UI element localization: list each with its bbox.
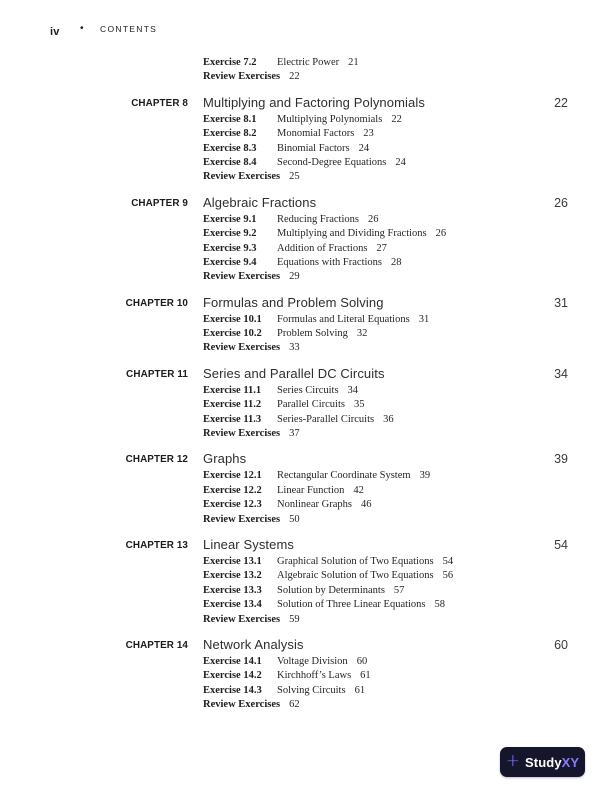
chapter-block	[0, 95, 612, 185]
entry-page-number: 46	[360, 499, 372, 511]
entry-label: Review Exercises	[203, 613, 281, 625]
entry-label: Exercise 13.1	[203, 555, 262, 567]
entry-title: Electric Power	[277, 57, 340, 68]
entry-page-number: 25	[289, 171, 300, 183]
entry-label: Exercise 7.2	[203, 57, 257, 68]
entry-title: Nonlinear Graphs	[277, 499, 352, 511]
leading-entries-block	[0, 56, 612, 85]
entry-page-number: 50	[289, 513, 300, 525]
chapter-heading-row	[0, 195, 612, 210]
toc-entry	[203, 313, 612, 327]
entry-label: Exercise 8.4	[203, 156, 257, 168]
chapter-heading-row	[0, 537, 612, 552]
chapter-label: CHAPTER 13	[125, 538, 188, 551]
chapter-block	[0, 366, 612, 442]
entry-label: Review Exercises	[203, 513, 281, 525]
entry-title: Addition of Fractions	[277, 242, 368, 254]
entry-page-number: 26	[435, 228, 447, 240]
entry-page-number: 61	[360, 670, 371, 682]
toc-entry	[203, 669, 612, 683]
toc-entry	[203, 56, 612, 70]
entry-label: Exercise 8.2	[203, 128, 257, 140]
chapter-heading-row	[0, 366, 612, 381]
entry-title: Monomial Factors	[277, 128, 355, 140]
entry-label: Exercise 14.1	[203, 655, 262, 667]
entry-page-number: 39	[419, 470, 431, 482]
chapter-heading-row	[0, 295, 612, 310]
entry-page-number: 54	[442, 555, 454, 567]
entry-title: Kirchhoff’s Laws	[277, 670, 352, 682]
chapter-block	[0, 637, 612, 713]
entry-page-number: 42	[353, 484, 364, 496]
toc-entry	[203, 569, 612, 583]
toc-entry	[203, 498, 612, 512]
entry-label: Exercise 13.3	[203, 584, 262, 596]
entry-title: Graphical Solution of Two Equations	[277, 555, 434, 567]
toc-entry	[203, 584, 612, 598]
chapter-entries	[0, 469, 612, 527]
toc-entry	[203, 327, 612, 341]
entry-title: Second-Degree Equations	[277, 156, 387, 168]
entry-label: Exercise 12.2	[203, 484, 262, 496]
entry-title: Voltage Division	[277, 655, 348, 667]
chapter-heading-row	[0, 637, 612, 652]
chapter-entries	[0, 555, 612, 627]
entry-page-number: 28	[391, 256, 402, 268]
toc-entry	[203, 655, 612, 669]
entry-page-number: 62	[289, 699, 300, 711]
entry-label: Exercise 10.1	[203, 313, 262, 325]
chapter-label: CHAPTER 9	[131, 196, 188, 209]
entry-label: Review Exercises	[203, 171, 281, 183]
toc-entry	[203, 413, 612, 427]
chapter-title: Linear Systems	[203, 536, 294, 552]
chapter-page-number: 60	[554, 637, 568, 652]
entry-title: Formulas and Literal Equations	[277, 313, 410, 325]
toc-entry	[203, 341, 612, 355]
entry-label: Exercise 8.1	[203, 113, 257, 125]
chapter-page-number: 54	[554, 537, 568, 552]
toc-entry	[203, 113, 612, 127]
toc-entry	[203, 469, 612, 483]
toc-entry	[203, 170, 612, 184]
toc-entry	[203, 555, 612, 569]
chapter-title: Formulas and Problem Solving	[203, 294, 384, 310]
entry-label: Exercise 12.3	[203, 499, 262, 511]
toc-entry	[203, 598, 612, 612]
entry-page-number: 57	[393, 584, 405, 596]
chapter-title: Graphs	[203, 451, 247, 467]
chapter-title: Network Analysis	[203, 636, 304, 652]
chapter-entries	[0, 313, 612, 356]
entry-title: Multiplying and Dividing Fractions	[277, 228, 427, 240]
chapter-block	[0, 451, 612, 527]
toc-entry	[203, 384, 612, 398]
entry-page-number: 61	[354, 684, 366, 696]
toc-entry	[203, 427, 612, 441]
chapter-page-number: 22	[554, 95, 568, 110]
chapter-title: Series and Parallel DC Circuits	[203, 365, 385, 381]
chapter-page-number: 34	[554, 366, 568, 381]
chapter-heading-row	[0, 451, 612, 466]
entry-title: Problem Solving	[277, 328, 348, 340]
chapter-label: CHAPTER 8	[131, 96, 188, 109]
entry-label: Review Exercises	[203, 699, 281, 711]
brand-xy-label: XY	[561, 754, 580, 770]
toc-entry	[203, 227, 612, 241]
entry-label: Exercise 13.4	[203, 599, 262, 611]
entry-label: Exercise 8.3	[203, 142, 257, 154]
entry-title: Binomial Factors	[277, 142, 350, 154]
toc-entry	[203, 213, 612, 227]
chapter-heading-row	[0, 95, 612, 110]
toc-entry	[203, 256, 612, 270]
entry-label: Exercise 9.4	[203, 256, 257, 268]
toc-entry	[203, 613, 612, 627]
brand-study-label: Study	[525, 754, 562, 770]
toc-entry	[203, 513, 612, 527]
entry-title: Solving Circuits	[277, 684, 346, 696]
entry-page-number: 23	[363, 128, 374, 140]
chapter-entries	[0, 213, 612, 285]
entry-label: Review Exercises	[203, 71, 281, 83]
chapter-entries	[0, 384, 612, 442]
toc-entry	[203, 156, 612, 170]
toc-entry	[203, 242, 612, 256]
toc-entry	[203, 127, 612, 141]
entry-page-number: 27	[376, 242, 387, 254]
plus-icon: +	[505, 751, 521, 771]
chapter-entries	[0, 56, 612, 85]
entry-page-number: 22	[289, 71, 300, 83]
entry-label: Exercise 13.2	[203, 570, 262, 582]
entry-label: Exercise 14.2	[203, 670, 262, 682]
entry-label: Exercise 12.1	[203, 470, 262, 482]
entry-page-number: 24	[358, 142, 370, 154]
entry-page-number: 22	[391, 113, 402, 125]
entry-page-number: 58	[434, 599, 446, 611]
entry-page-number: 37	[289, 428, 300, 440]
entry-page-number: 34	[347, 384, 359, 396]
chapter-block	[0, 195, 612, 285]
chapter-label: CHAPTER 12	[125, 453, 188, 466]
entry-title: Algebraic Solution of Two Equations	[277, 570, 434, 582]
entry-title: Solution by Determinants	[277, 584, 385, 596]
entry-page-number: 32	[356, 328, 368, 340]
toc-entry	[203, 70, 612, 84]
toc-entry	[203, 684, 612, 698]
table-of-contents	[0, 56, 612, 723]
running-header	[50, 22, 158, 38]
entry-label: Exercise 10.2	[203, 328, 262, 340]
studyxy-badge	[500, 747, 585, 777]
entry-title: Series Circuits	[277, 384, 339, 396]
entry-label: Exercise 11.1	[203, 384, 262, 396]
chapter-entries	[0, 113, 612, 185]
chapter-entries	[0, 655, 612, 713]
entry-label: Exercise 11.3	[203, 413, 262, 425]
entry-page-number: 59	[289, 613, 300, 625]
entry-label: Review Exercises	[203, 428, 281, 440]
entry-page-number: 56	[442, 570, 454, 582]
toc-entry	[203, 698, 612, 712]
entry-label: Exercise 9.3	[203, 242, 257, 254]
entry-label: Exercise 14.3	[203, 684, 262, 696]
entry-title: Multiplying Polynomials	[277, 113, 383, 125]
toc-entry	[203, 270, 612, 284]
chapter-block	[0, 537, 612, 627]
separator-bullet-icon: •	[80, 23, 84, 34]
entry-page-number: 29	[289, 271, 300, 283]
entry-label: Exercise 11.2	[203, 399, 262, 411]
entry-label: Review Exercises	[203, 271, 281, 283]
entry-title: Parallel Circuits	[277, 399, 345, 411]
entry-page-number: 24	[395, 156, 406, 168]
chapter-title: Algebraic Fractions	[203, 194, 317, 210]
entry-title: Series-Parallel Circuits	[277, 413, 375, 425]
entry-title: Linear Function	[277, 484, 345, 496]
toc-entry	[203, 484, 612, 498]
toc-entry	[203, 398, 612, 412]
toc-entry	[203, 142, 612, 156]
entry-page-number: 33	[289, 342, 300, 354]
entry-title: Reducing Fractions	[277, 213, 359, 225]
entry-title: Solution of Three Linear Equations	[277, 599, 426, 611]
entry-label: Review Exercises	[203, 342, 281, 354]
entry-page-number: 35	[353, 399, 365, 411]
running-head-title: CONTENTS	[100, 24, 158, 34]
entry-page-number: 21	[348, 57, 359, 68]
chapter-page-number: 26	[554, 195, 568, 210]
chapter-page-number: 39	[554, 452, 568, 467]
entry-page-number: 36	[383, 413, 394, 425]
entry-page-number: 60	[356, 655, 368, 667]
page-folio: iv	[50, 26, 60, 38]
chapter-label: CHAPTER 14	[125, 638, 188, 651]
chapter-title: Multiplying and Factoring Polynomials	[203, 94, 425, 110]
entry-title: Rectangular Coordinate System	[277, 470, 411, 482]
chapter-label: CHAPTER 10	[125, 296, 188, 309]
chapter-page-number: 31	[554, 295, 568, 310]
entry-label: Exercise 9.2	[203, 228, 257, 240]
chapter-block	[0, 295, 612, 356]
entry-page-number: 31	[418, 313, 430, 325]
entry-page-number: 26	[367, 213, 379, 225]
chapter-label: CHAPTER 11	[126, 367, 188, 380]
entry-label: Exercise 9.1	[203, 213, 257, 225]
entry-title: Equations with Fractions	[277, 256, 382, 268]
